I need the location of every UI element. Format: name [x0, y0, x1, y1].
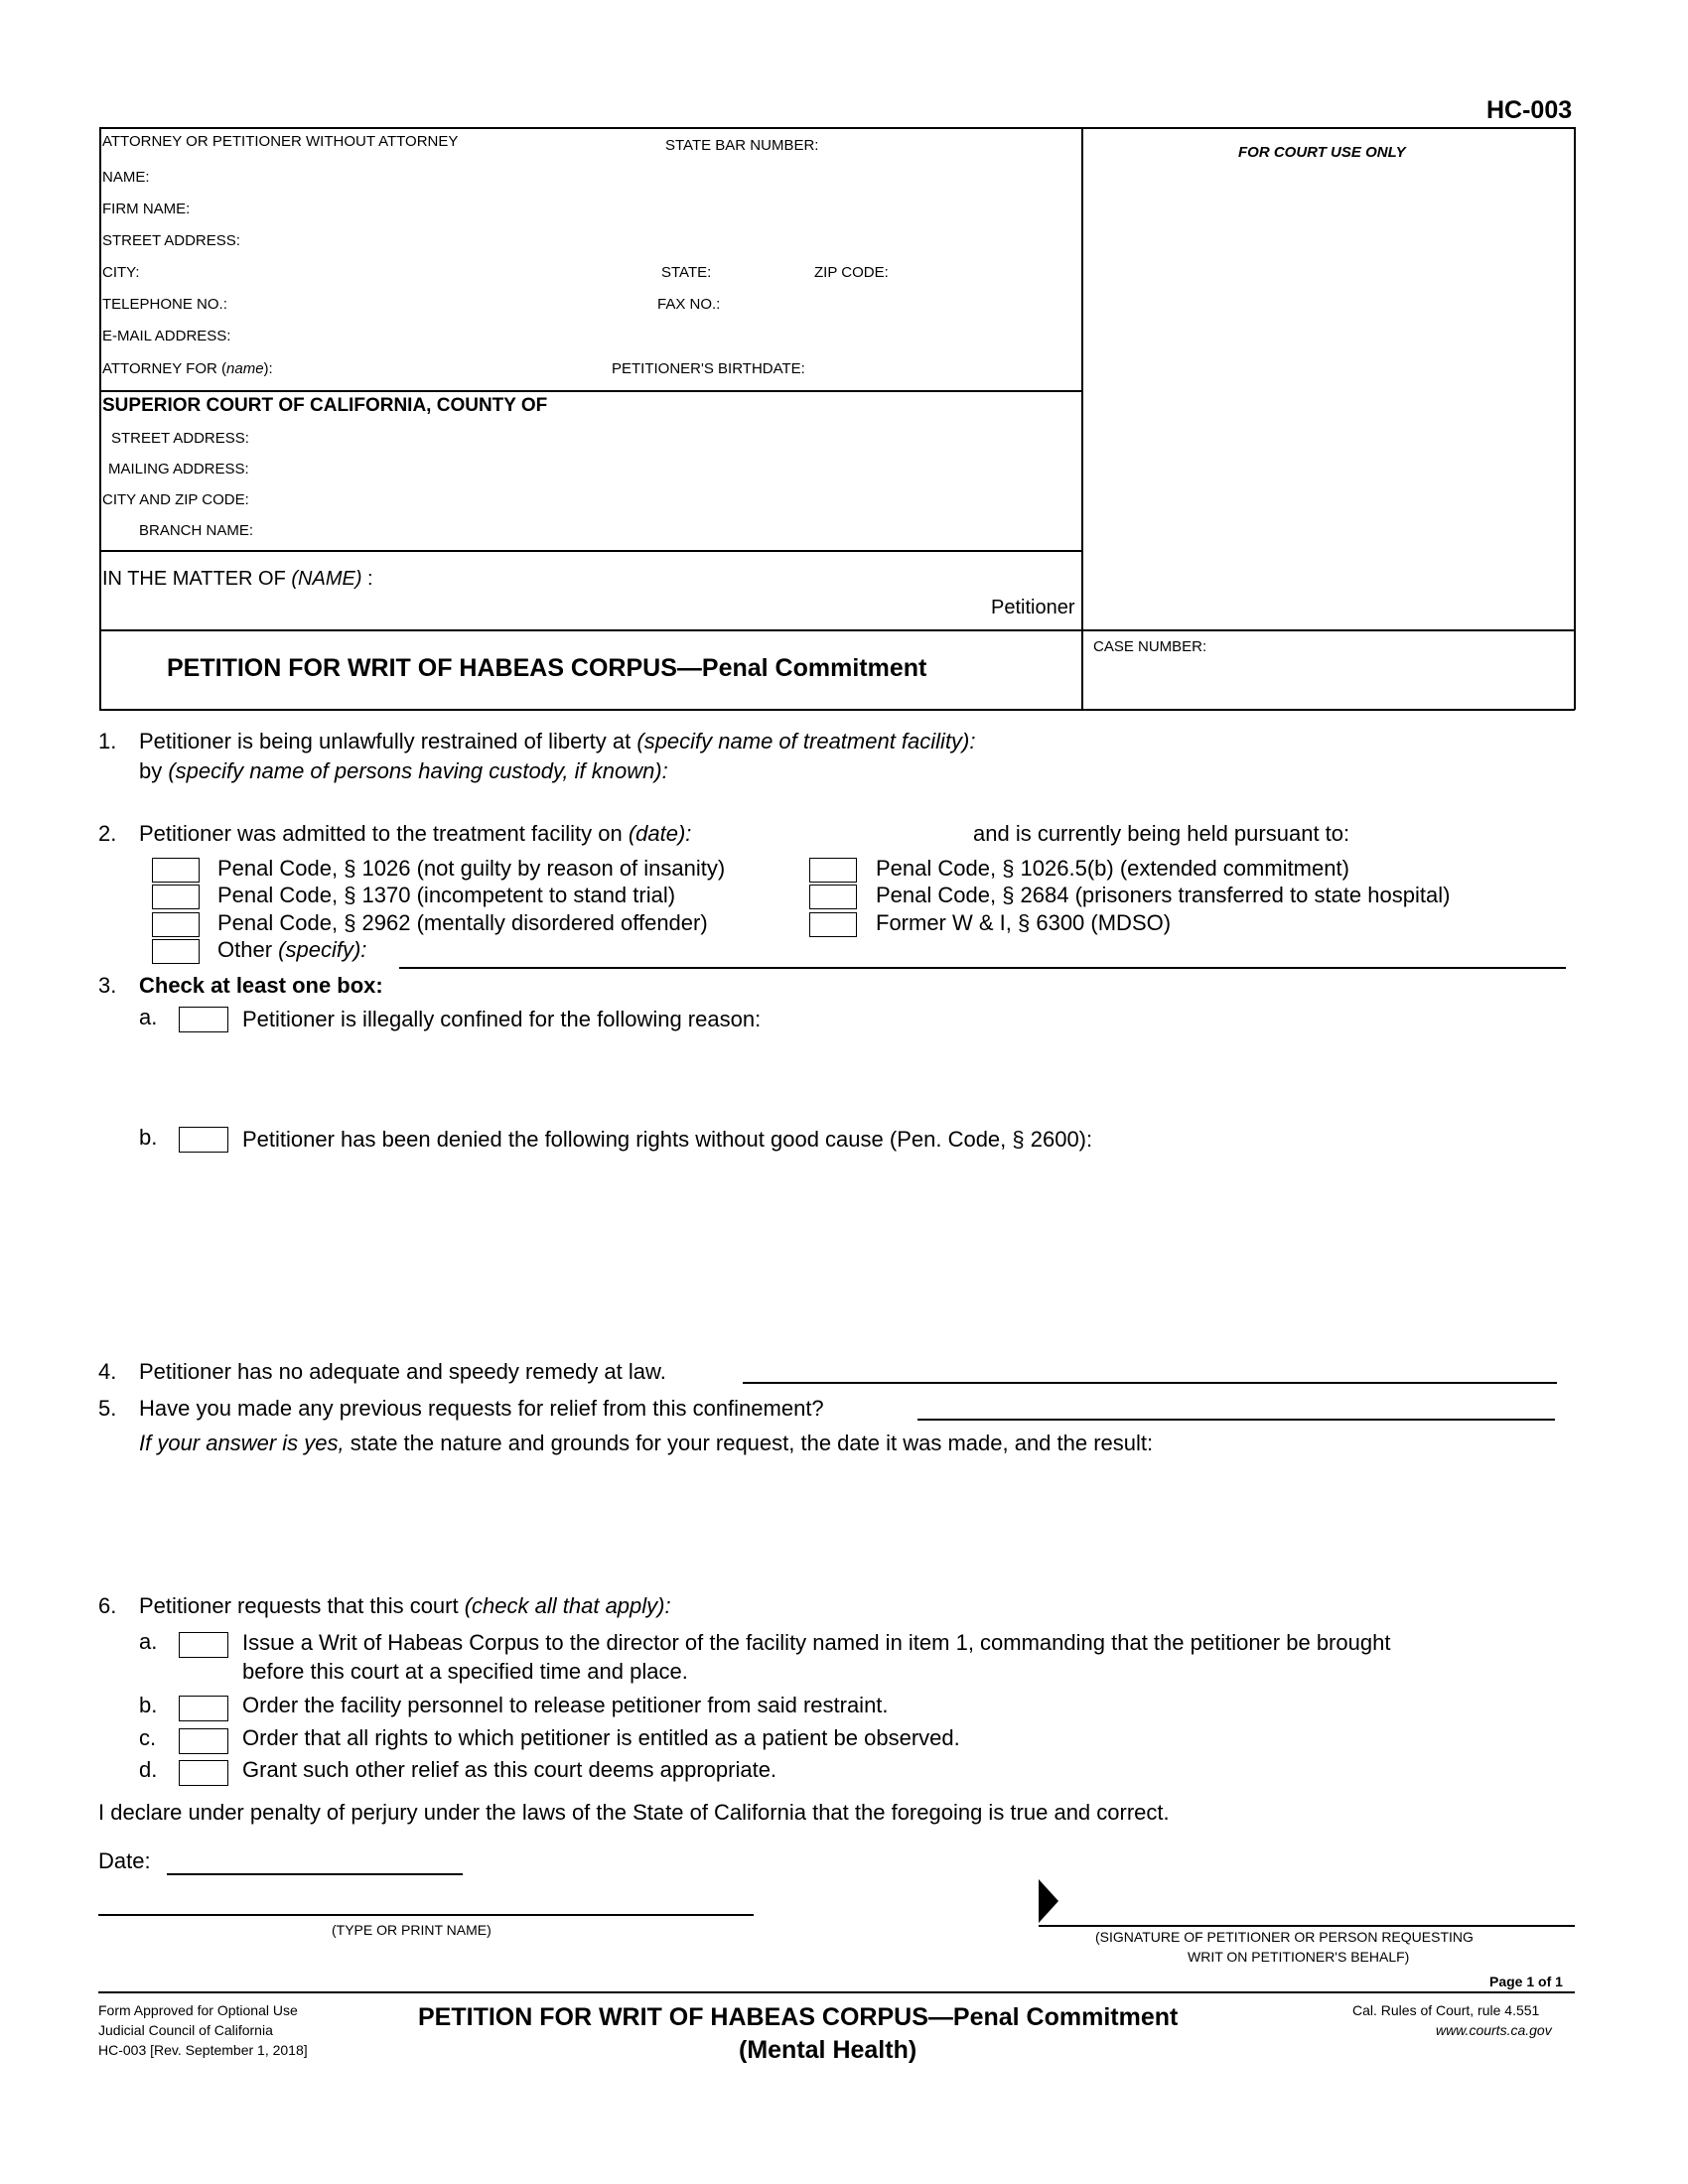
court-use-only-label: FOR COURT USE ONLY — [1238, 144, 1406, 161]
checkbox-release[interactable] — [179, 1696, 228, 1721]
item-4-text: Petitioner has no adequate and speedy remedy at law. — [139, 1359, 666, 1384]
footer-title: PETITION FOR WRIT OF HABEAS CORPUS—Penal Commitment — [418, 2003, 1179, 2031]
street-address-label: STREET ADDRESS: — [102, 232, 240, 249]
name-input[interactable] — [159, 165, 1076, 189]
matter-name-input[interactable] — [412, 566, 1076, 592]
county-input[interactable] — [626, 395, 1076, 421]
admission-date-input[interactable] — [767, 819, 969, 847]
mailing-address-label: MAILING ADDRESS: — [108, 461, 249, 478]
item-6-text: Petitioner requests that this court (check all that apply): — [139, 1593, 671, 1618]
checkbox-denied-rights[interactable] — [179, 1127, 228, 1153]
item-number: 1. — [98, 729, 117, 753]
option-letter: a. — [139, 1005, 158, 1029]
city-zip-input[interactable] — [270, 487, 1076, 511]
state-input[interactable] — [725, 260, 808, 284]
item-number: 6. — [98, 1593, 117, 1618]
option-label: Penal Code, § 1026 (not guilty by reason of insanity) — [217, 856, 726, 881]
matter-label: IN THE MATTER OF (NAME) : — [102, 568, 373, 590]
option-label: Former W & I, § 6300 (MDSO) — [876, 910, 1172, 935]
checkbox-pc-2684[interactable] — [809, 885, 857, 909]
previous-requests-input[interactable] — [917, 1392, 1559, 1418]
state-label: STATE: — [661, 264, 712, 281]
street-address-input[interactable] — [258, 228, 1076, 252]
zip-code-label: ZIP CODE: — [814, 264, 889, 281]
option-label: Order the facility personnel to release petitioner from said restraint. — [242, 1693, 889, 1717]
caption-title: PETITION FOR WRIT OF HABEAS CORPUS—Penal Commitment — [167, 654, 927, 682]
item-3-heading: Check at least one box: — [139, 973, 383, 998]
signature-arrow-icon — [1039, 1879, 1058, 1923]
checkbox-pc-2962[interactable] — [152, 912, 200, 937]
option-label: Penal Code, § 1026.5(b) (extended commitment) — [876, 856, 1349, 881]
item-5-instruction: If your answer is yes, state the nature and grounds for your request, the date it was made, and the result: — [139, 1431, 1154, 1455]
checkbox-pc-1026[interactable] — [152, 858, 200, 883]
option-label: Issue a Writ of Habeas Corpus to the director of the facility named in item 1, commanding that the petitioner be brought — [242, 1630, 1391, 1655]
type-print-name-label: (TYPE OR PRINT NAME) — [332, 1922, 492, 1938]
petitioner-birthdate-label: PETITIONER'S BIRTHDATE: — [612, 360, 805, 377]
attorney-for-label: ATTORNEY FOR (name): — [102, 360, 273, 377]
item-number: 4. — [98, 1359, 117, 1384]
option-label-other: Other (specify): — [217, 937, 367, 962]
footer-rules: Cal. Rules of Court, rule 4.551 — [1352, 2002, 1540, 2018]
previous-requests-details-input[interactable] — [139, 1463, 1578, 1586]
denied-rights-input[interactable] — [242, 1160, 1577, 1352]
city-input[interactable] — [149, 260, 659, 284]
form-id: HC-003 — [1486, 96, 1573, 124]
city-label: CITY: — [102, 264, 140, 281]
item-1-text: Petitioner is being unlawfully restrained of liberty at (specify name of treatment facility): — [139, 729, 976, 753]
remedy-input[interactable] — [743, 1355, 1561, 1381]
city-zip-label: CITY AND ZIP CODE: — [102, 491, 249, 508]
option-label: Penal Code, § 2962 (mentally disordered offender) — [217, 910, 708, 935]
footer-approval: Form Approved for Optional Use — [98, 2002, 298, 2018]
email-input[interactable] — [253, 324, 1076, 347]
name-label: NAME: — [102, 169, 150, 186]
checkbox-wi-6300[interactable] — [809, 912, 857, 937]
option-letter: c. — [139, 1725, 157, 1750]
firm-name-input[interactable] — [204, 197, 1076, 220]
other-underline — [399, 967, 1566, 969]
declaration-text: I declare under penalty of perjury under the laws of the State of California that the foregoing is true and correct. — [98, 1800, 1170, 1825]
firm-name-label: FIRM NAME: — [102, 201, 191, 217]
treatment-facility-input[interactable] — [1087, 727, 1578, 754]
zip-code-input[interactable] — [899, 260, 1076, 284]
case-number-input[interactable] — [1093, 665, 1569, 697]
other-specify-input[interactable] — [399, 941, 1570, 967]
petitioner-birthdate-input[interactable] — [834, 356, 1076, 380]
date-underline — [167, 1873, 463, 1875]
footer-revision: HC-003 [Rev. September 1, 2018] — [98, 2042, 308, 2058]
checkbox-pc-1026-5b[interactable] — [809, 858, 857, 883]
previous-requests-underline — [917, 1419, 1555, 1421]
state-bar-number-input[interactable] — [794, 133, 1076, 157]
item-3a-text: Petitioner is illegally confined for the following reason: — [242, 1007, 762, 1031]
telephone-label: TELEPHONE NO.: — [102, 296, 227, 313]
court-street-address-input[interactable] — [270, 426, 1076, 450]
page-number: Page 1 of 1 — [1489, 1974, 1563, 1989]
signature-label-line1: (SIGNATURE OF PETITIONER OR PERSON REQUESTING — [1095, 1929, 1474, 1945]
petitioner-label: Petitioner — [991, 597, 1075, 618]
fax-label: FAX NO.: — [657, 296, 721, 313]
item-1-by-text: by (specify name of persons having custody, if known): — [139, 758, 668, 783]
custody-persons-input[interactable] — [715, 756, 1578, 784]
checkbox-other-relief[interactable] — [179, 1760, 228, 1786]
option-letter: d. — [139, 1757, 158, 1782]
footer-rule — [98, 1991, 1575, 1993]
footer-website-link[interactable]: www.courts.ca.gov — [1436, 2022, 1552, 2038]
held-pursuant-text: and is currently being held pursuant to: — [973, 821, 1350, 846]
print-name-input[interactable] — [98, 1886, 758, 1914]
remedy-underline — [743, 1382, 1557, 1384]
checkbox-issue-writ[interactable] — [179, 1632, 228, 1658]
email-label: E-MAIL ADDRESS: — [102, 328, 231, 344]
signature-label-line2: WRIT ON PETITIONER'S BEHALF) — [1188, 1949, 1410, 1965]
checkbox-pc-1370[interactable] — [152, 885, 200, 909]
item-3b-text: Petitioner has been denied the following rights without good cause (Pen. Code, § 2600): — [242, 1127, 1093, 1152]
option-letter: b. — [139, 1125, 158, 1150]
item-number: 2. — [98, 821, 117, 846]
item-2-text: Petitioner was admitted to the treatment facility on (date): — [139, 821, 692, 846]
attorney-heading: ATTORNEY OR PETITIONER WITHOUT ATTORNEY — [102, 133, 459, 150]
attorney-for-input[interactable] — [298, 356, 610, 380]
item-5-text: Have you made any previous requests for relief from this confinement? — [139, 1396, 824, 1421]
illegal-confinement-reason-input[interactable] — [242, 1038, 1577, 1132]
option-label-continued: before this court at a specified time and place. — [242, 1659, 688, 1684]
option-letter: b. — [139, 1693, 158, 1717]
option-label: Order that all rights to which petitioner is entitled as a patient be observed. — [242, 1725, 960, 1750]
option-label: Penal Code, § 2684 (prisoners transferred to state hospital) — [876, 883, 1451, 907]
checkbox-other[interactable] — [152, 939, 200, 964]
option-label: Penal Code, § 1370 (incompetent to stand trial) — [217, 883, 676, 907]
branch-name-input[interactable] — [270, 518, 1076, 542]
item-number: 5. — [98, 1396, 117, 1421]
date-label: Date: — [98, 1848, 151, 1873]
mailing-address-input[interactable] — [270, 457, 1076, 480]
signature-field[interactable] — [1062, 1876, 1574, 1922]
court-heading: SUPERIOR COURT OF CALIFORNIA, COUNTY OF — [102, 395, 548, 416]
checkbox-rights-observed[interactable] — [179, 1728, 228, 1754]
print-name-underline — [98, 1914, 754, 1916]
footer-council: Judicial Council of California — [98, 2022, 273, 2038]
footer-subtitle: (Mental Health) — [739, 2036, 917, 2064]
state-bar-number-label: STATE BAR NUMBER: — [665, 137, 819, 154]
telephone-input[interactable] — [246, 292, 647, 316]
case-number-label: CASE NUMBER: — [1093, 638, 1207, 655]
option-letter: a. — [139, 1629, 158, 1654]
option-label: Grant such other relief as this court deems appropriate. — [242, 1757, 777, 1782]
court-street-address-label: STREET ADDRESS: — [111, 430, 249, 447]
item-number: 3. — [98, 973, 117, 998]
branch-name-label: BRANCH NAME: — [139, 522, 254, 539]
checkbox-illegally-confined[interactable] — [179, 1007, 228, 1032]
date-input[interactable] — [167, 1846, 467, 1872]
signature-underline — [1039, 1925, 1575, 1927]
fax-input[interactable] — [735, 292, 1076, 316]
